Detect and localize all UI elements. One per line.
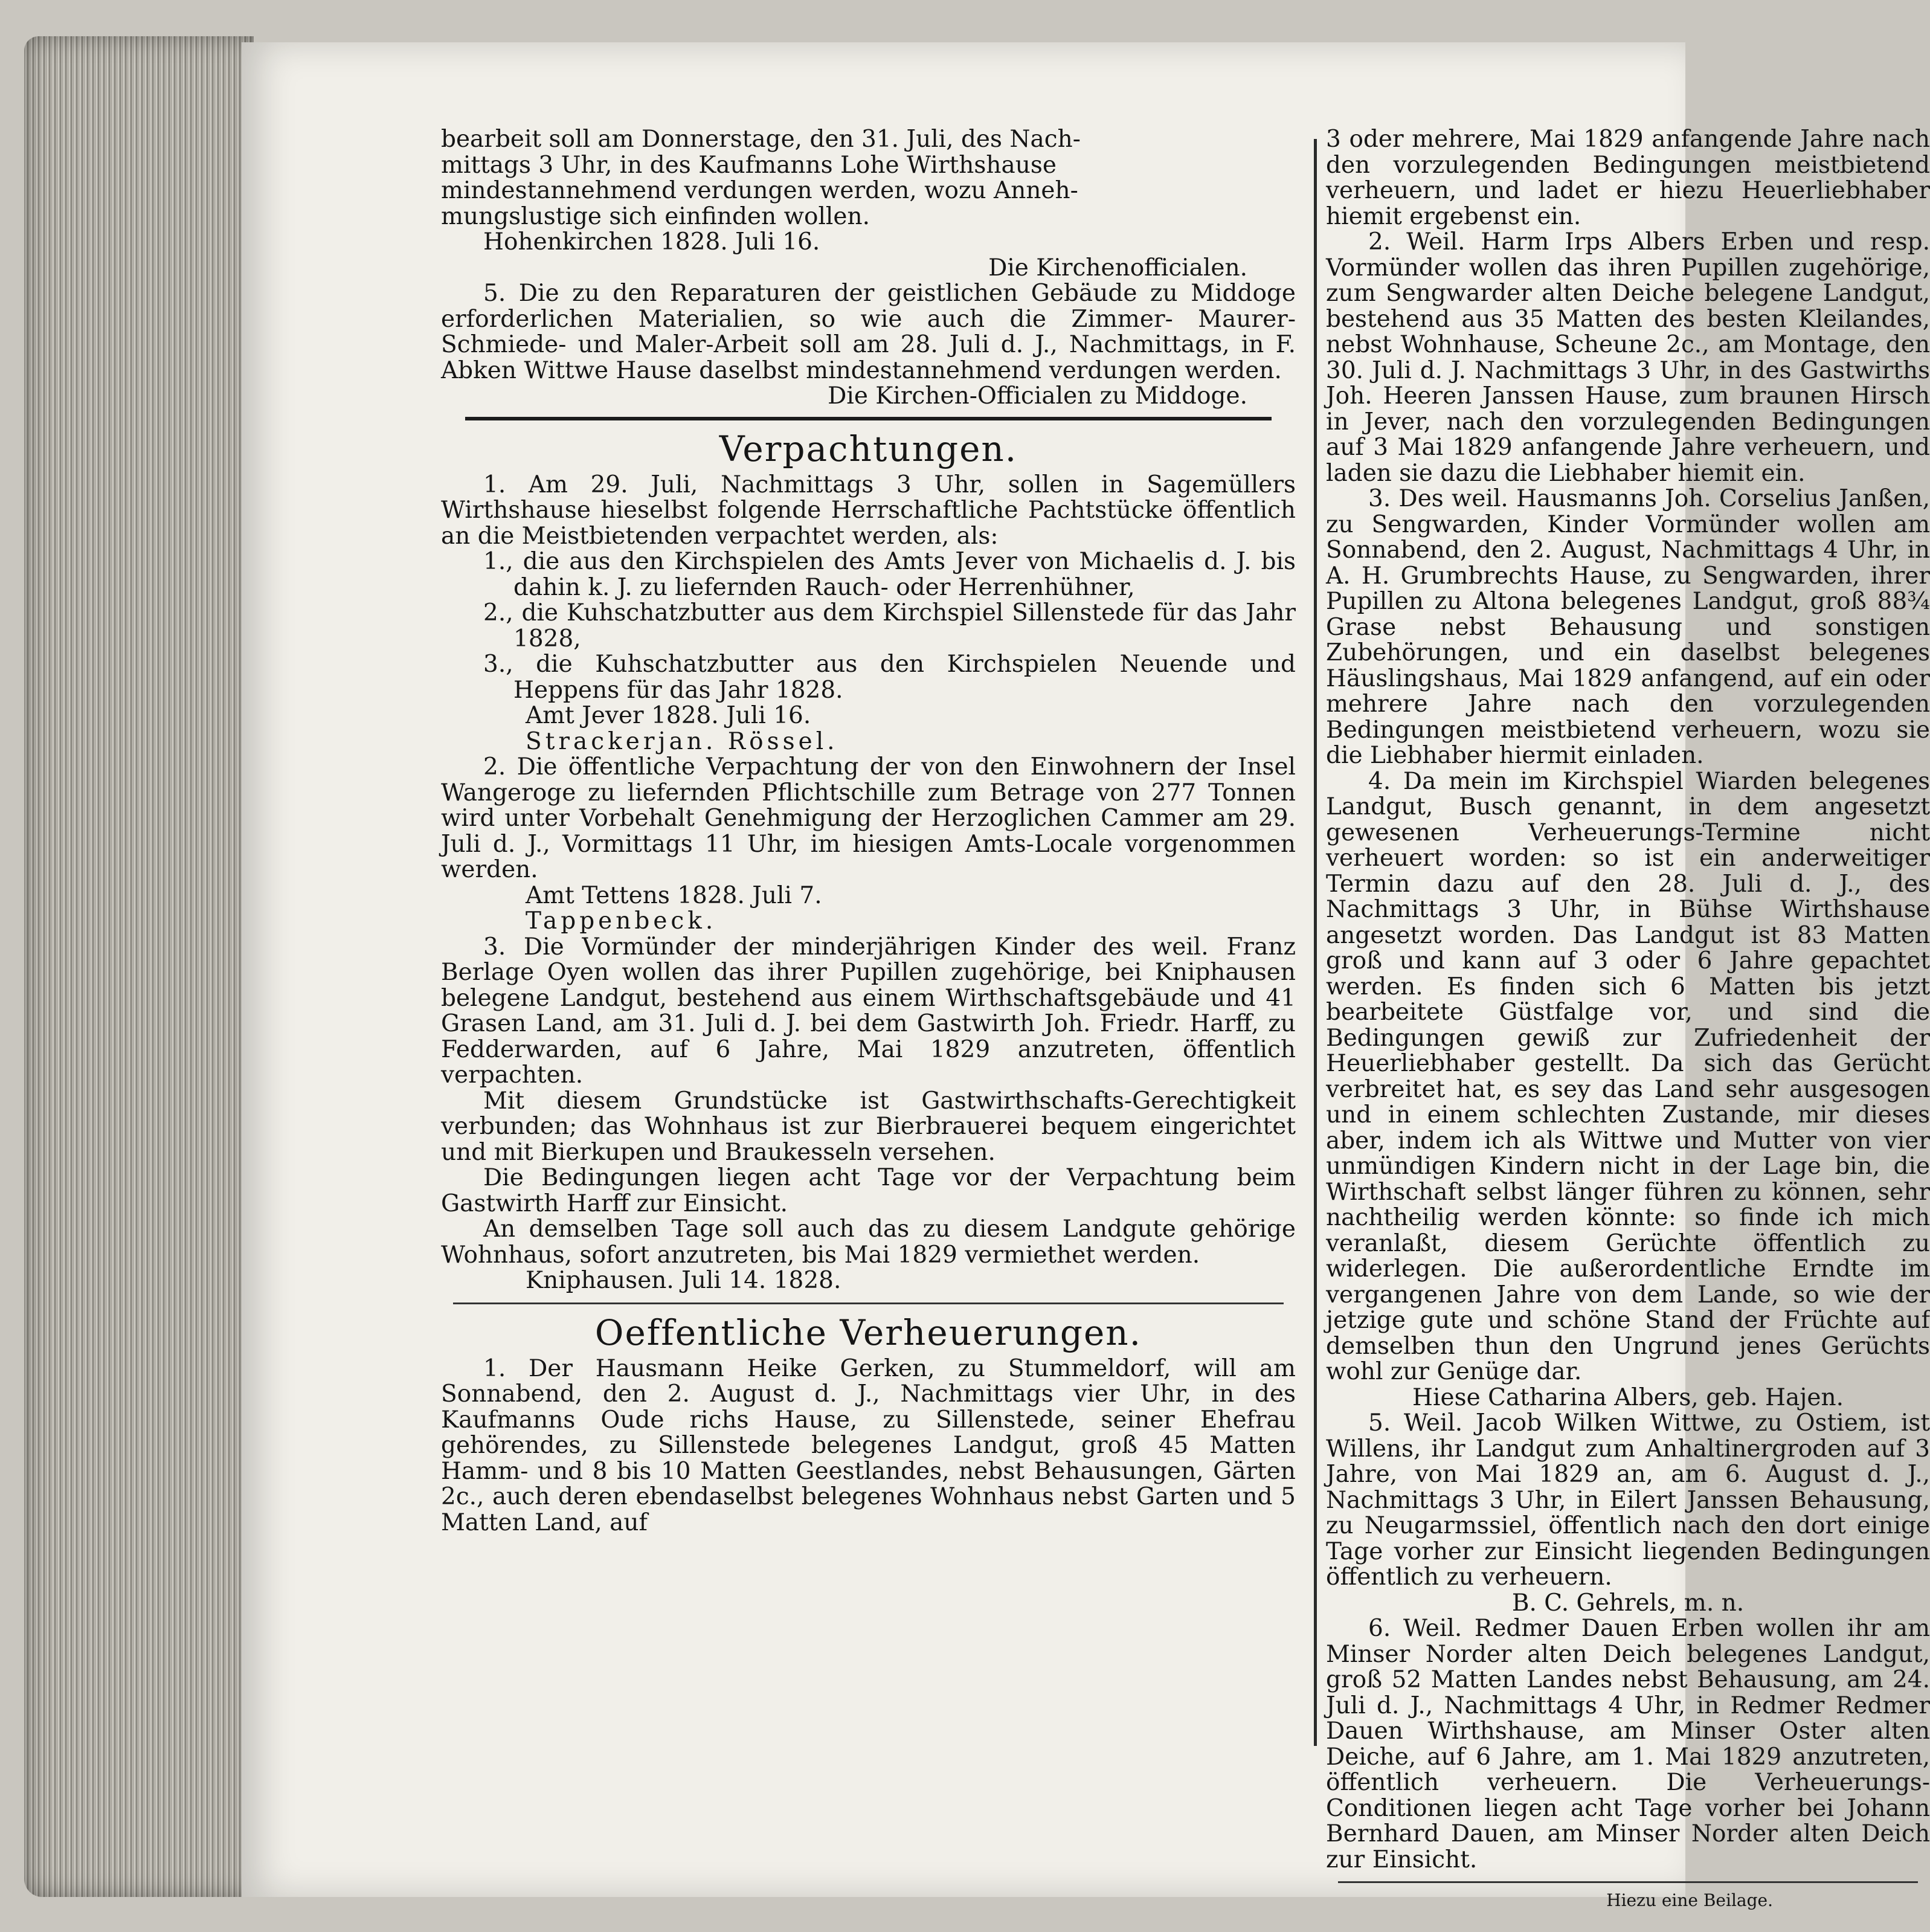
verpachtung-3-para-2: Mit diesem Grundstücke ist Gastwirthschafts-Gerechtigkeit verbunden; das Wohnhaus ist zur Bierbrauerei bequem eingerichtet und mit Bierkupen und Braukesseln versehen. — [441, 1087, 1296, 1166]
verpachtung-3: 3. Die Vormünder der minderjährigen Kinder des weil. Franz Berlage Oyen wollen das ihrer Pupillen zugehörige, bei Kniphausen belegene Landgut, bestehend aus einem Wirthschaftsgebäude und 41 Grasen Land, am 31. Juli d. J. bei dem Gastwirth Joh. Friedr. Harff, zu Fedderwarden, auf 6 Jahre, Mai 1829 anzutreten, öffentlich verpachten. — [441, 933, 1296, 1089]
verpachtung-1-item-c: 3., die Kuhschatzbutter aus den Kirchspielen Neuende und Heppens für das Jahr 1828. — [483, 651, 1296, 704]
supplement-note: Hiezu eine Beilage. — [1606, 1890, 1773, 1910]
hohenkirchen-date: Hohenkirchen 1828. Juli 16. — [483, 228, 820, 256]
verpachtung-2-date: Amt Tettens 1828. Juli 7. — [526, 881, 822, 909]
column-divider — [1314, 139, 1317, 1746]
verheuerung-4: 4. Da mein im Kirchspiel Wiarden belegenes Landgut, Busch genannt, in dem angesetzt gewesenen Verheuerungs-Termine nicht verheuert worden: so ist ein anderweitiger Termin dazu auf den 28. Juli d. J., des Nachmittags 3 Uhr, in Bühse Wirthshause angesetzt worden. Das Landgut ist 83 Matten groß und kann auf 3 oder 6 Jahre gepachtet werden. Es finden sich 6 Matten bis jetzt bearbeitete Güstfalge vor, und sind die Bedingungen gewiß zur Zufriedenheit der Heuerliebhaber gestellt. Da sich das Gerücht verbreitet hat, es sey das Land sehr ausgesogen und in einem schlechten Zustande, mir dieses aber, indem ich als Wittwe und Mutter von vier unmündigen Kindern nicht in der Lage bin, die Wirthschaft selbst länger führen zu können, sehr nachtheilig werden könnte: so finde ich mich veranlaßt, diesem Gerüchte öffentlich zu widerlegen. Die außerordentliche Erndte im vergangenen Jahre von dem Lande, so wie der jetzige gute und schöne Stand der Früchte auf demselben thun den Ungrund jenes Gerüchts wohl zur Genüge dar. — [1326, 767, 1930, 1385]
verheuerung-3: 3. Des weil. Hausmanns Joh. Corselius Janßen, zu Sengwarden, Kinder Vormünder wollen am Sonnabend, den 2. August, Nachmittags 4 Uhr, in A. H. Grumbrechts Hause, zu Sengwarden, ihrer Pupillen zu Altona belegenes Landgut, groß 88¾ Grase nebst Behausung und sonstigen Zubehörungen, und ein daselbst belegenes Häuslingshaus, Mai 1829 anfangend, auf ein oder mehrere Jahre nach den vorzulegenden Bedingungen meistbietend verheuern, wozu sie die Liebhaber hiermit einladen. — [1326, 485, 1930, 769]
section-divider — [465, 417, 1272, 420]
intro-line: mungslustige sich einfinden wollen. — [441, 202, 870, 230]
verpachtung-1-item-b: 2., die Kuhschatzbutter aus dem Kirchspiel Sillenstede für das Jahr 1828, — [483, 599, 1296, 652]
left-column — [441, 127, 1296, 1536]
verheuerung-4-signature: Hiese Catharina Albers, geb. Hajen. — [1412, 1383, 1844, 1411]
verpachtung-1: 1. Am 29. Juli, Nachmittags 3 Uhr, sollen in Sagemüllers Wirthshause hieselbst folgende Herrschaftliche Pachtstücke öffentlich an die Meistbietenden verpachtet werden, als: — [441, 471, 1296, 550]
verpachtung-1-item-a: 1., die aus den Kirchspielen des Amts Jever von Michaelis d. J. bis dahin k. J. zu liefernden Rauch- oder Herrenhühner, — [483, 548, 1296, 601]
intro-line: bearbeit soll am Donnerstage, den 31. Juli, des Nach- — [441, 126, 1081, 153]
verpachtung-3-para-3: Die Bedingungen liegen acht Tage vor der Verpachtung beim Gastwirth Harff zur Einsicht. — [441, 1164, 1296, 1217]
verheuerung-1-continued: 3 oder mehrere, Mai 1829 anfangende Jahre nach den vorzulegenden Bedingungen meistbietend verheuern, und ladet er hiezu Heuerliebhaber hiemit ergebenst ein. — [1326, 126, 1930, 230]
intro-line: mindestannehmend verdungen werden, wozu Anneh- — [441, 177, 1078, 204]
verpachtung-2: 2. Die öffentliche Verpachtung der von den Einwohnern der Insel Wangeroge zu liefernden Pflichtschille zum Betrage von 277 Tonnen wird unter Vorbehalt Genehmigung der Herzoglichen Cammer am 29. Juli d. J., Vormittags 11 Uhr, im hiesigen Amts-Locale vorgenommen werden. — [441, 753, 1296, 883]
verpachtung-3-date: Kniphausen. Juli 14. 1828. — [526, 1267, 841, 1294]
newspaper-page — [242, 42, 1930, 1910]
middoge-signature: Die Kirchen-Officialen zu Middoge. — [828, 382, 1247, 410]
verpachtung-1-date: Amt Jever 1828. Juli 16. — [526, 702, 811, 729]
footer-divider — [1338, 1881, 1918, 1883]
right-column — [1326, 127, 1930, 1914]
section-divider — [453, 1302, 1284, 1304]
verheuerung-1: 1. Der Hausmann Heike Gerken, zu Stummeldorf, will am Sonnabend, den 2. August d. J., Nachmittags vier Uhr, in des Kaufmanns Oude richs Hause, zu Sillenstede, seiner Ehefrau gehörendes, zu Sillenstede belegenes Landgut, groß 45 Matten Hamm- und 8 bis 10 Matten Geestlandes, nebst Behausungen, Gärten 2c., auch deren ebendaselbst belegenes Wohnhaus nebst Garten und 5 Matten Land, auf — [441, 1354, 1296, 1536]
heading-verpachtungen: Verpachtungen. — [719, 428, 1018, 469]
verheuerung-5-signature: B. C. Gehrels, m. n. — [1511, 1589, 1745, 1617]
heading-verheuerungen: Oeffentliche Verheuerungen. — [594, 1312, 1142, 1353]
hohenkirchen-signature: Die Kirchenofficialen. — [988, 254, 1247, 282]
notice-5-middoge: 5. Die zu den Reparaturen der geistlichen Gebäude zu Middoge erforderlichen Materialien, so wie auch die Zimmer- Maurer- Schmiede- und Maler-Arbeit soll am 28. Juli d. J., Nachmittags, in F. Abken Wittwe Hause daselbst mindestannehmend verdungen werden. — [441, 280, 1296, 384]
verpachtung-2-signature: Tappenbeck. — [526, 907, 717, 935]
verheuerung-6: 6. Weil. Redmer Dauen Erben wollen ihr am Minser Norder alten Deich belegenes Landgut, groß 52 Matten Landes nebst Behausung, am 24. Juli d. J., Nachmittags 4 Uhr, in Redmer Redmer Dauen Wirthshause, am Minser Oster alten Deiche, auf 6 Jahre, am 1. Mai 1829 anzutreten, öffentlich verheuern. Die Verheuerungs-Conditionen liegen acht Tage vorher bei Johann Bernhard Dauen, am Minser Norder alten Deich zur Einsicht. — [1326, 1615, 1930, 1873]
verheuerung-2: 2. Weil. Harm Irps Albers Erben und resp. Vormünder wollen das ihren Pupillen zugehörige, zum Sengwarder alten Deiche belegene Landgut, bestehend aus 35 Matten des besten Kleilandes, nebst Wohnhause, Scheune 2c., am Montage, den 30. Juli d. J. Nachmittags 3 Uhr, in des Gastwirths Joh. Heeren Janssen Hause, zum braunen Hirsch in Jever, nach den vorzulegenden Bedingungen auf 3 Mai 1829 anfangende Jahre verheuern, und laden sie dazu die Liebhaber hiemit ein. — [1326, 228, 1930, 487]
intro-line: mittags 3 Uhr, in des Kaufmanns Lohe Wirthshause — [441, 151, 1057, 179]
verheuerung-5: 5. Weil. Jacob Wilken Wittwe, zu Ostiem, ist Willens, ihr Landgut zum Anhaltinergroden auf 3 Jahre, von Mai 1829 an, am 6. August d. J., Nachmittags 3 Uhr, in Eilert Janssen Behausung, zu Neugarmssiel, öffentlich nach den dort einige Tage vorher zur Einsicht liegenden Bedingungen öffentlich zu verheuern. — [1326, 1409, 1930, 1591]
verpachtung-3-para-4: An demselben Tage soll auch das zu diesem Landgute gehörige Wohnhaus, sofort anzutreten, bis Mai 1829 vermiethet werden. — [441, 1216, 1296, 1269]
verpachtung-1-signature: Strackerjan. Rössel. — [526, 727, 838, 755]
book-page-edges — [24, 36, 254, 1897]
